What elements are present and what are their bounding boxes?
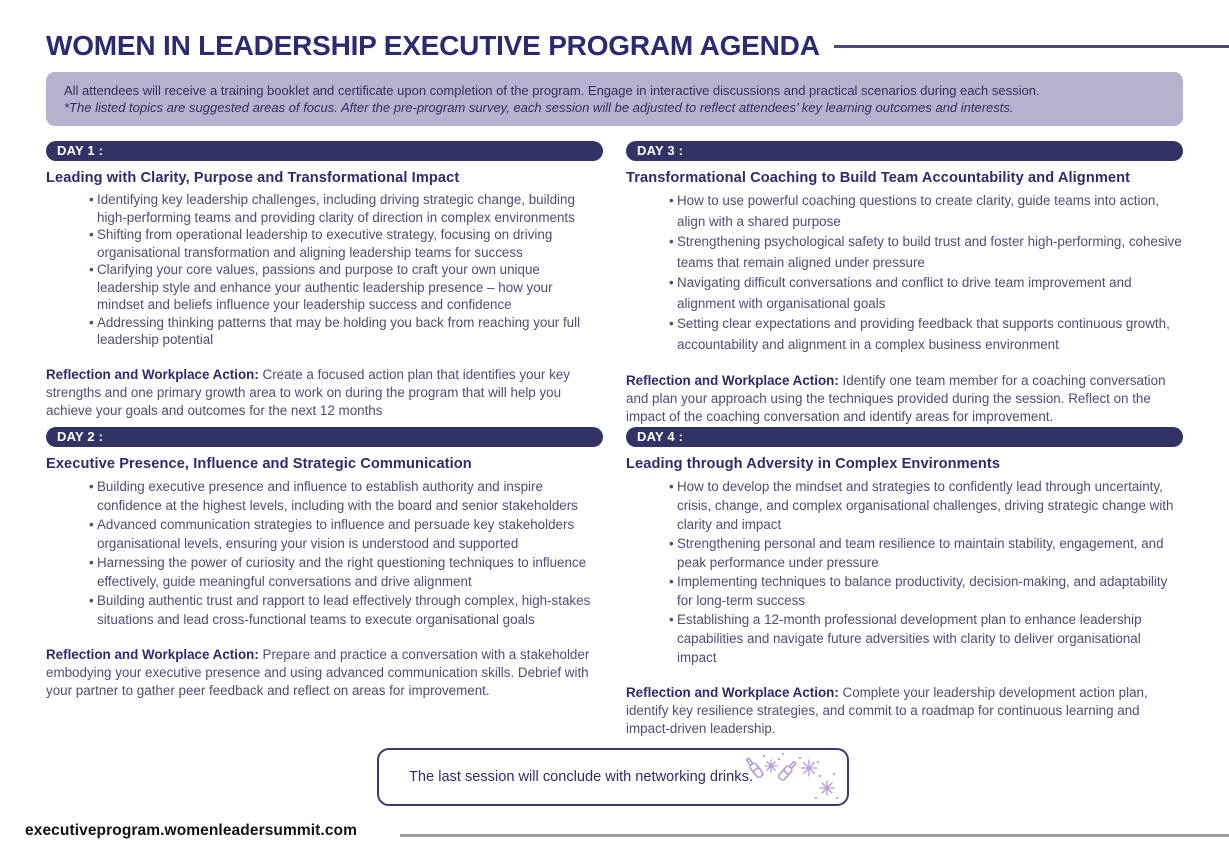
day-2-reflection <box>46 646 603 701</box>
intro-box <box>46 72 1183 126</box>
list-item: • How to use powerful coaching questions to create clarity, guide teams into action, align with a shared purpose <box>626 191 1183 232</box>
day-1-title: Leading with Clarity, Purpose and Transformational Impact <box>46 170 460 186</box>
intro-line-2: *The listed topics are suggested areas of focus. After the pre-program survey, each session will be adjusted to reflect attendees’ key learning outcomes and interests. <box>64 100 1014 115</box>
agenda-columns <box>46 141 1183 752</box>
reflection-label: Reflection and Workplace Action: <box>626 685 839 700</box>
closing-note-box <box>377 748 849 806</box>
left-column <box>46 141 603 752</box>
right-column <box>626 141 1183 752</box>
list-item: • Setting clear expectations and providing feedback that supports continuous growth, accountability and alignment in a complex business environment <box>626 314 1183 355</box>
reflection-text: Create a focused action plan that identifies your key strengths and one primary growth area to work on during the program that will help you achieve your goals and outcomes for the next 12 months <box>46 366 570 418</box>
day-4-topics <box>626 477 1183 667</box>
list-item: • Shifting from operational leadership to executive strategy, focusing on driving organisational transformation and aligning leadership teams for success <box>46 226 603 261</box>
reflection-text: Identify one team member for a coaching conversation and plan your approach using the techniques provided during the session. Reflect on the impact of the coaching conversation and identify areas for improvement. <box>626 373 1166 425</box>
day-3-pill: DAY 3 : <box>626 141 1183 161</box>
reflection-text: Complete your leadership development action plan, identify key resilience strategies, and commit to a roadmap for continuous learning and impact-driven leadership. <box>626 685 1148 737</box>
reflection-label: Reflection and Workplace Action: <box>46 366 259 382</box>
day-2-topics <box>46 477 603 629</box>
reflection-label: Reflection and Workplace Action: <box>626 373 839 388</box>
list-item: • How to develop the mindset and strategies to confidently lead through uncertainty, crisis, change, and complex organisational challenges, driving strategic change with clarity and impact <box>626 477 1183 534</box>
list-item: • Strengthening personal and team resilience to maintain stability, engagement, and peak performance under pressure <box>626 534 1183 572</box>
day-4-pill: DAY 4 : <box>626 427 1183 447</box>
list-item: • Advanced communication strategies to influence and persuade key stakeholders organisational levels, ensuring your vision is understood and supported <box>46 515 603 553</box>
day-3-reflection <box>626 372 1183 427</box>
day-2-pill: DAY 2 : <box>46 427 603 447</box>
day-1-reflection <box>46 366 603 421</box>
title-row <box>46 30 1229 62</box>
list-item: • Establishing a 12-month professional development plan to enhance leadership capabilities and navigate future adversities with clarity to deliver organisational impact <box>626 610 1183 667</box>
footer-rule <box>400 834 1229 837</box>
day-1-topics <box>46 191 603 349</box>
intro-line-1: All attendees will receive a training booklet and certificate upon completion of the program. Engage in interactive discussions and practical scenarios during each session. <box>64 83 1040 98</box>
list-item: • Clarifying your core values, passions and purpose to craft your own unique leadership style and enhance your authentic leadership presence – how your mindset and beliefs influence your leadership success and confidence <box>46 261 603 314</box>
day-4-section <box>626 427 1183 739</box>
reflection-label: Reflection and Workplace Action: <box>46 647 259 662</box>
title-rule <box>834 45 1229 48</box>
day-4-title: Leading through Adversity in Complex Environments <box>626 456 1001 472</box>
list-item: • Strengthening psychological safety to build trust and foster high-performing, cohesive teams that remain aligned under pressure <box>626 232 1183 273</box>
day-2-title: Executive Presence, Influence and Strategic Communication <box>46 456 472 472</box>
day-3-section <box>626 141 1183 427</box>
day-4-reflection <box>626 684 1183 739</box>
footer-url: executiveprogram.womenleadersummit.com <box>25 822 357 839</box>
champagne-bottle-icon <box>737 746 841 806</box>
day-1-pill: DAY 1 : <box>46 141 603 161</box>
day-3-topics <box>626 191 1183 355</box>
day-2-section <box>46 427 603 701</box>
reflection-text: Prepare and practice a conversation with a stakeholder embodying your executive presence and using advanced communication skills. Debrief with your partner to gather peer feedback and reflect on areas for improvement. <box>46 647 590 699</box>
list-item: • Identifying key leadership challenges, including driving strategic change, building high-performing teams and providing clarity of direction in complex environments <box>46 191 603 226</box>
list-item: • Building authentic trust and rapport to lead effectively through complex, high-stakes situations and lead cross-functional teams to execute organisational goals <box>46 591 603 629</box>
list-item: • Implementing techniques to balance productivity, decision-making, and adaptability for long-term success <box>626 572 1183 610</box>
page-title: WOMEN IN LEADERSHIP EXECUTIVE PROGRAM AGENDA <box>46 30 820 61</box>
closing-note-text: The last session will conclude with networking drinks. <box>409 769 753 785</box>
list-item: • Building executive presence and influence to establish authority and inspire confidence at the highest levels, including with the board and senior stakeholders <box>46 477 603 515</box>
day-1-section <box>46 141 603 427</box>
list-item: • Addressing thinking patterns that may be holding you back from reaching your full leadership potential <box>46 314 603 349</box>
list-item: • Navigating difficult conversations and conflict to drive team improvement and alignment with organisational goals <box>626 273 1183 314</box>
day-3-title: Transformational Coaching to Build Team Accountability and Alignment <box>626 170 1131 186</box>
sparkle-icon <box>765 760 834 795</box>
list-item: • Harnessing the power of curiosity and the right questioning techniques to influence effectively, guide meaningful conversations and drive alignment <box>46 553 603 591</box>
